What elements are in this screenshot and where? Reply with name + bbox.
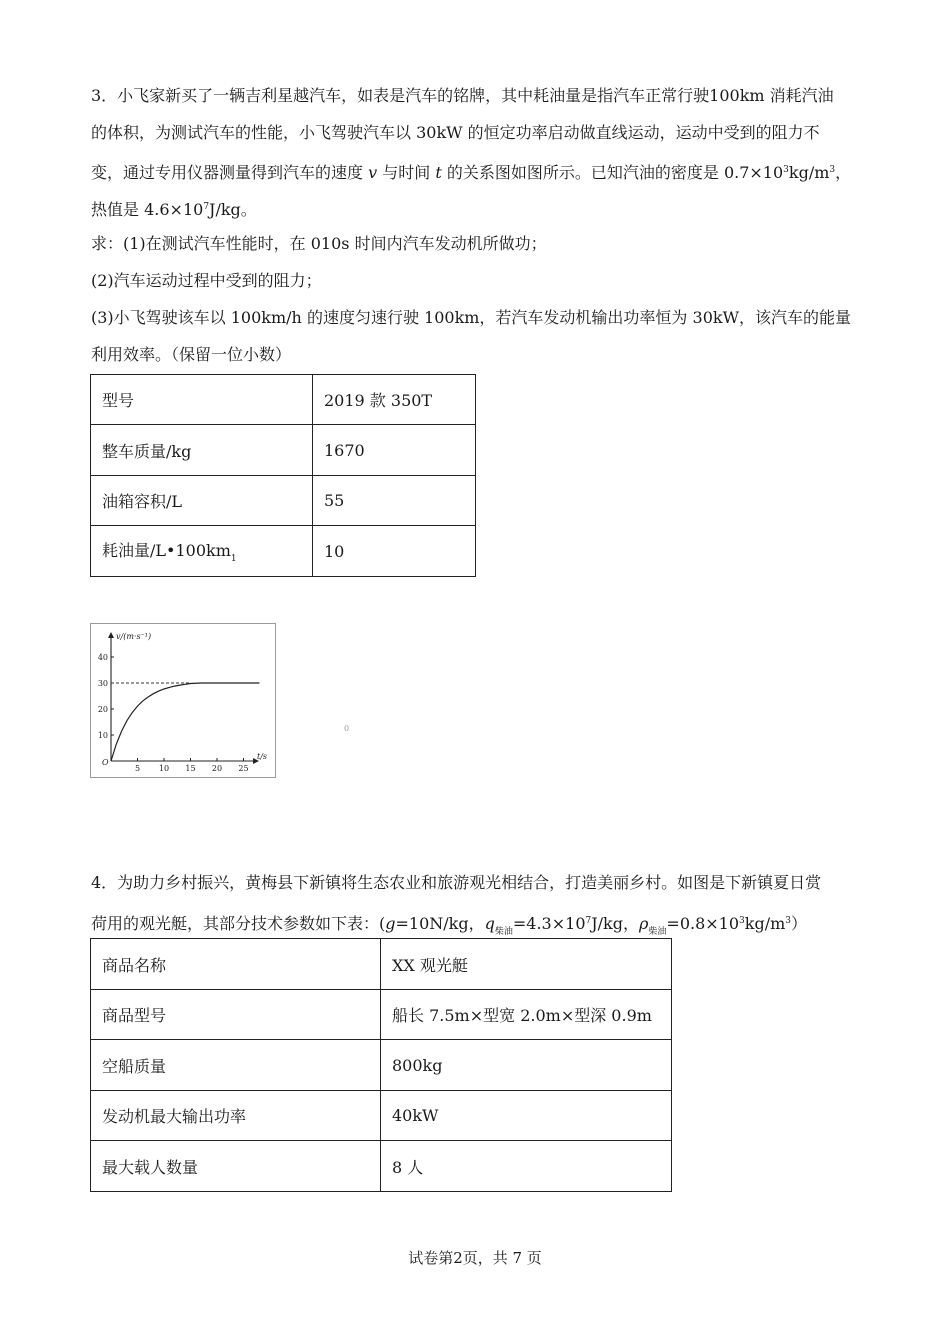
q3-ask-3: (3)小飞驾驶该车以 100km/h 的速度匀速行驶 100km，若汽车发动机输出功率恒为 30kW，该汽车的能量 [91, 308, 852, 327]
q3-line-4: 热值是 $4.6\times 10^7J/kg$。 [91, 200, 257, 219]
table-cell-value: 船长 7.5m×型宽 2.0m×型深 0.9m [381, 990, 672, 1040]
x-tick-label: 10 [158, 764, 170, 773]
table-row [91, 425, 476, 476]
y-tick-label: 20 [97, 705, 108, 714]
stray-mark: 0 [344, 724, 350, 733]
y-axis-arrow [108, 632, 114, 638]
x-tick-label: 25 [238, 764, 249, 773]
x-axis-label: t/s [257, 752, 268, 761]
y-tick-label: 10 [97, 731, 108, 740]
origin-label: O [102, 758, 109, 767]
q3-line-2: 的体积，为测试汽车的性能，小飞驾驶汽车以 30kW 的恒定功率启动做直线运动，运动中受到的阻力不 [91, 123, 820, 142]
table-row [91, 990, 672, 1040]
table-cell-value: 2019 款 350T [313, 375, 476, 425]
table-cell-label: 耗油量$/L•100km_1$ [91, 526, 313, 577]
y-tick-label: 40 [97, 653, 108, 662]
velocity-curve [111, 683, 259, 761]
table-cell-label: 最大载人数量 [91, 1141, 381, 1192]
page-footer: 试卷第2页，共 7 页 [408, 1249, 542, 1267]
y-tick-label: 30 [97, 679, 108, 688]
y-axis-label: v/(m·s⁻¹) [116, 632, 152, 641]
x-tick-label: 15 [185, 764, 196, 773]
table-row [91, 1141, 672, 1192]
table-cell-value: 800kg [381, 1040, 672, 1091]
table-cell-label: 整车质量/kg [91, 425, 313, 476]
q4-line-1: 4．为助力乡村振兴，黄梅县下新镇将生态农业和旅游观光相结合，打造美丽乡村。如图是下新镇夏日赏 [91, 873, 822, 892]
x-tick-label: 20 [211, 764, 223, 773]
table-row [91, 375, 476, 425]
x-tick-label: 5 [134, 764, 141, 773]
table-row [91, 1091, 672, 1141]
table-row [91, 939, 672, 990]
velocity-time-chart [90, 623, 276, 778]
table-cell-label: 空船质量 [91, 1040, 381, 1091]
q4-line-2: 荷用的观光艇，其部分技术参数如下表：(g=10N/kg，$q_{柴油}=4.3\times 10^7J/kg$，$\rho_{柴油}=0.8\times 10^3kg/m^3$） [91, 914, 808, 937]
q3-ask-3b: 利用效率。（保留一位小数） [91, 345, 292, 364]
table-cell-value: 55 [313, 476, 476, 526]
table-cell-value: 1670 [313, 425, 476, 476]
table-row [91, 476, 476, 526]
q3-ask-2: (2)汽车运动过程中受到的阻力； [91, 271, 322, 290]
chart-svg [91, 624, 275, 777]
table-cell-value: 10 [313, 526, 476, 577]
table-cell-value: 8 人 [381, 1141, 672, 1192]
table-cell-label: 商品型号 [91, 990, 381, 1040]
table-cell-label: 型号 [91, 375, 313, 425]
q3-ask-1: 求：(1)在测试汽车性能时，在 010s 时间内汽车发动机所做功； [91, 234, 547, 253]
table-row [91, 1040, 672, 1091]
table-cell-label: 发动机最大输出功率 [91, 1091, 381, 1141]
boat-spec-table [90, 938, 672, 1192]
table-cell-value: XX 观光艇 [381, 939, 672, 990]
table-cell-value: 40kW [381, 1091, 672, 1141]
table-row [91, 526, 476, 577]
car-spec-table [90, 374, 476, 577]
table-cell-label: 商品名称 [91, 939, 381, 990]
table-cell-label: 油箱容积/L [91, 476, 313, 526]
q3-line-1: 3．小飞家新买了一辆吉利星越汽车，如表是汽车的铭牌，其中耗油量是指汽车正常行驶100km 消耗汽油 [91, 86, 834, 105]
q3-line-3: 变，通过专用仪器测量得到汽车的速度 v 与时间 t 的关系图如图所示。已知汽油的密度是 $0.7\times 10^3kg/m^3$， [91, 163, 852, 182]
